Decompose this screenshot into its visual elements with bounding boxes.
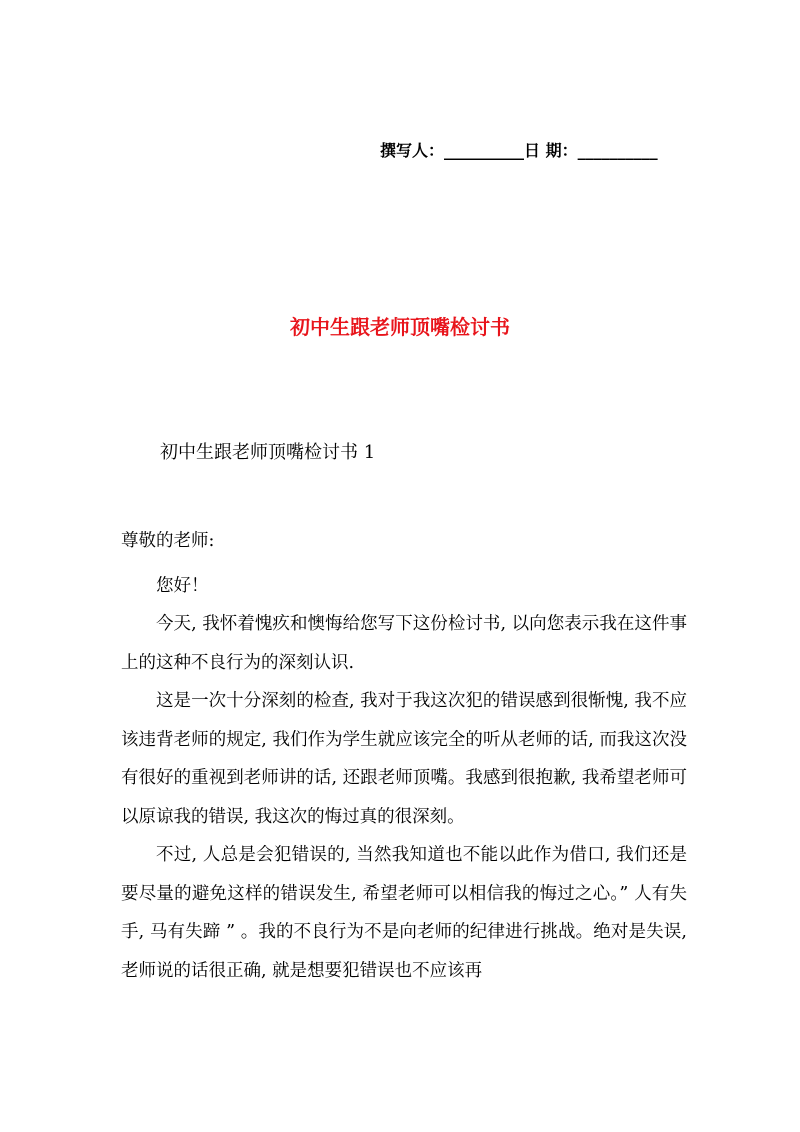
greeting-paragraph: 您好！ (156, 575, 209, 596)
body-paragraph: 这是一次十分深刻的检查, 我对于我这次犯的错误感到很惭愧, 我不应该违背老师的规定, 我们作为学生就应该完全的听从老师的话, 而我这次没有很好的重视到老师讲的话, 还跟老师顶嘴。我感到很抱歉, 我希望老师可以原谅我的错误, 我这次的悔过真的很深刻。 (121, 691, 687, 827)
letter-body (121, 522, 687, 990)
byline: 撰写人：__________日 期：__________ (380, 141, 658, 160)
body-paragraph: 今天, 我怀着愧疚和懊悔给您写下这份检讨书, 以向您表示我在这件事上的这种不良行为的深刻认识. (121, 614, 687, 673)
document-subtitle: 初中生跟老师顶嘴检讨书 1 (160, 442, 376, 463)
salutation: 尊敬的老师: (121, 531, 215, 551)
document-title: 初中生跟老师顶嘴检讨书 (290, 315, 510, 339)
body-paragraph: 不过, 人总是会犯错误的, 当然我知道也不能以此作为借口, 我们还是要尽量的避免这样的错误发生, 希望老师可以相信我的悔过之心。” 人有失手, 马有失蹄 ” 。我的不良行为不是向老师的纪律进行挑战。绝对是失误, 老师说的话很正确, 就是想要犯错误也不应该再 (121, 845, 687, 981)
